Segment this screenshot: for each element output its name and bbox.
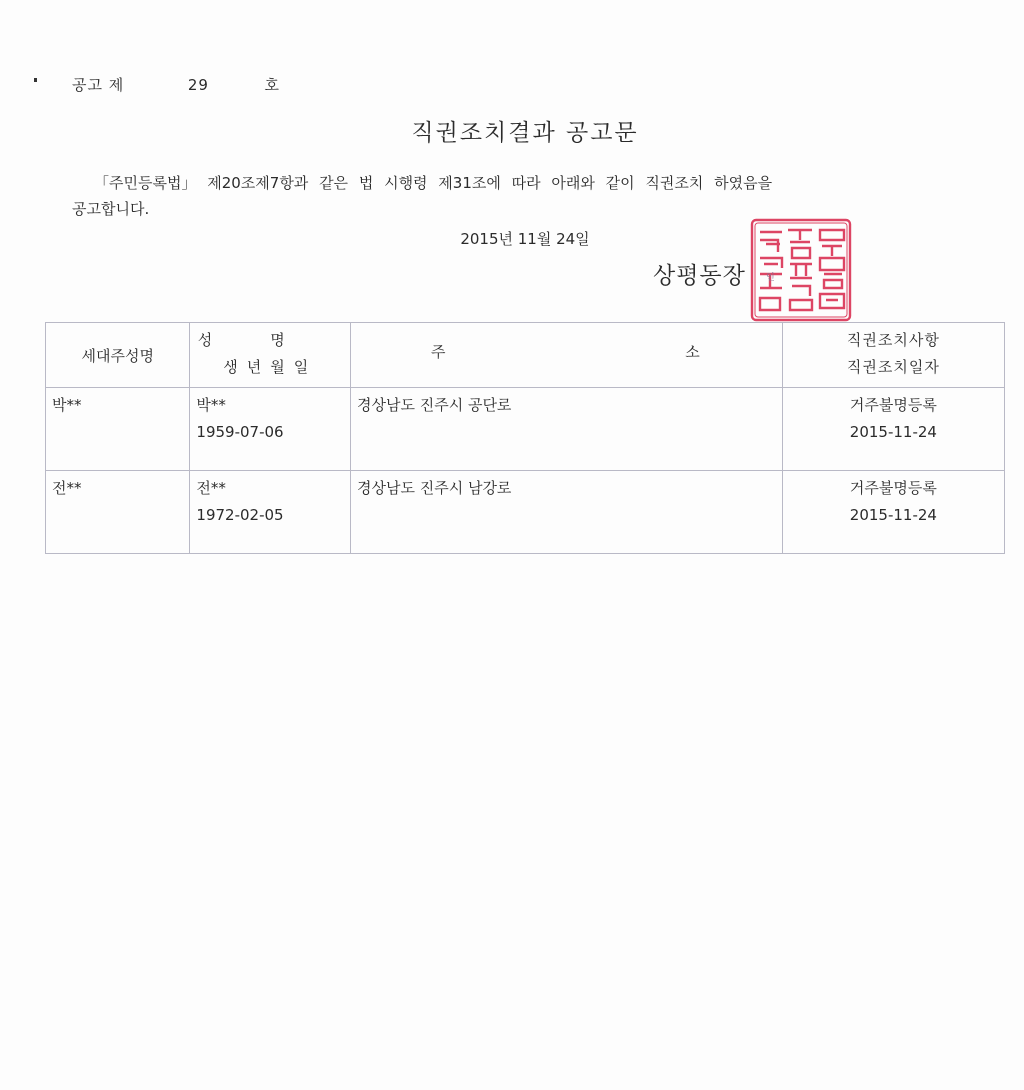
records-table [45, 322, 1005, 554]
notice-body-line-1: 「주민등록법」 제20조제7항과 같은 법 시행령 제31조에 따라 아래와 같이 직권조치 하였음을 [94, 174, 773, 192]
cell-action-date: 2015-11-24 [849, 506, 937, 524]
cell-action-date: 2015-11-24 [849, 423, 937, 441]
cell-birth-date: 1959-07-06 [196, 423, 284, 441]
header-action [782, 323, 1004, 388]
header-action-top: 직권조치사항 [846, 331, 940, 349]
official-seal-stamp [746, 214, 856, 326]
header-action-date: 직권조치일자 [846, 358, 940, 376]
scan-mark [34, 78, 37, 82]
cell-name-birth [190, 388, 351, 471]
cell-action [782, 388, 1004, 471]
header-name [190, 323, 351, 388]
issuer-title: 상평동장 [653, 263, 746, 289]
cell-address: 경상남도 진주시 공단로 [350, 388, 782, 471]
notice-body-line-2: 공고합니다. [72, 200, 150, 218]
seal-mark: 인 [766, 273, 775, 283]
table-row [46, 471, 1005, 554]
cell-birth-date: 1972-02-05 [196, 506, 284, 524]
header-address-left: 주 [430, 343, 446, 361]
cell-household-head: 전** [46, 471, 190, 554]
cell-name: 박** [196, 396, 226, 414]
cell-action-type: 거주불명등록 [849, 396, 937, 414]
cell-household-head: 박** [46, 388, 190, 471]
notice-date: 2015년 11월 24일 [460, 230, 590, 248]
header-address-right: 소 [685, 343, 700, 361]
header-birth-date: 생년월일 [223, 358, 318, 376]
document-title: 직권조치결과 공고문 [411, 120, 639, 146]
cell-action [782, 471, 1004, 554]
cell-name-birth [190, 471, 351, 554]
cell-address: 경상남도 진주시 남강로 [350, 471, 782, 554]
table-row [46, 388, 1005, 471]
header-household-head: 세대주성명 [46, 323, 190, 388]
notice-suffix: 호 [264, 76, 280, 94]
notice-prefix: 공고 제 [72, 76, 125, 94]
notice-number: 29 [187, 76, 209, 94]
cell-action-type: 거주불명등록 [849, 479, 937, 497]
header-name-top: 성명 [197, 331, 343, 349]
table-header-row [46, 323, 1005, 388]
notice-number-line [72, 74, 280, 95]
cell-name: 전** [196, 479, 226, 497]
header-address [350, 323, 782, 388]
